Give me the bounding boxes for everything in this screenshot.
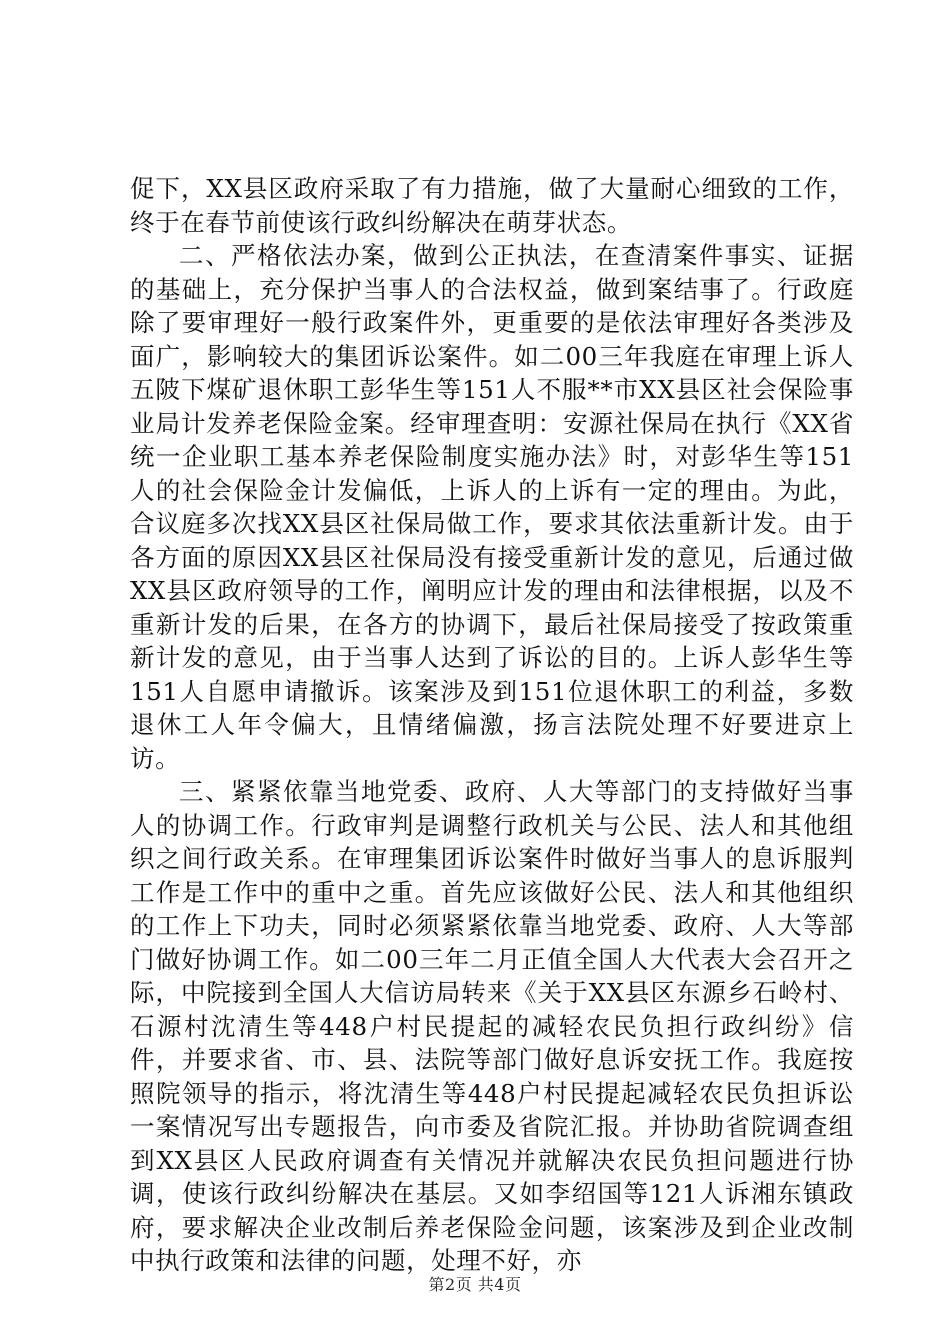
- paragraph-section-two: 二、严格依法办案，做到公正执法，在查清案件事实、证据的基础上，充分保护当事人的合法权益，做到案结事了。行政庭除了要审理好一般行政案件外，更重要的是依法审理好各类涉及面广，影响较大的集团诉讼案件。如二00三年我庭在审理上诉人五陂下煤矿退休职工彭华生等151人不服**市XX县区社会保险事业局计发养老保险金案。经审理查明：安源社保局在执行《XX省统一企业职工基本养老保险制度实施办法》时，对彭华生等151人的社会保险金计发偏低，上诉人的上诉有一定的理由。为此，合议庭多次找XX县区社保局做工作，要求其依法重新计发。由于各方面的原因XX县区社保局没有接受重新计发的意见，后通过做XX县区政府领导的工作，阐明应计发的理由和法律根据，以及不重新计发的后果，在各方的协调下，最后社保局接受了按政策重新计发的意见，由于当事人达到了诉讼的目的。上诉人彭华生等151人自愿申请撤诉。该案涉及到151位退休职工的利益，多数退休工人年令偏大，且情绪偏激，扬言法院处理不好要进京上访。: [130, 241, 854, 773]
- document-body: [130, 172, 854, 1278]
- page-footer: 第2页 共4页: [428, 1275, 522, 1294]
- paragraph-section-three: 三、紧紧依靠当地党委、政府、人大等部门的支持做好当事人的协调工作。行政审判是调整行政机关与公民、法人和其他组织之间行政关系。在审理集团诉讼案件时做好当事人的息诉服判工作是工作中的重中之重。首先应该做好公民、法人和其他组织的工作上下功夫，同时必须紧紧依靠当地党委、政府、人大等部门做好协调工作。如二00三年二月正值全国人大代表大会召开之际，中院接到全国人大信访局转来《关于XX县区东源乡石岭村、石源村沈清生等448户村民提起的减轻农民负担行政纠纷》信件，并要求省、市、县、法院等部门做好息诉安抚工作。我庭按照院领导的指示，将沈清生等448户村民提起减轻农民负担诉讼一案情况写出专题报告，向市委及省院汇报。并协助省院调查组到XX县区人民政府调查有关情况并就解决农民负担问题进行协调，使该行政纠纷解决在基层。又如李绍国等121人诉湘东镇政府，要求解决企业改制后养老保险金问题，该案涉及到企业改制中执行政策和法律的问题，处理不好，亦: [130, 777, 854, 1275]
- paragraph-continuation: 促下，XX县区政府采取了有力措施，做了大量耐心细致的工作，终于在春节前使该行政纠纷解决在萌芽状态。: [130, 174, 854, 237]
